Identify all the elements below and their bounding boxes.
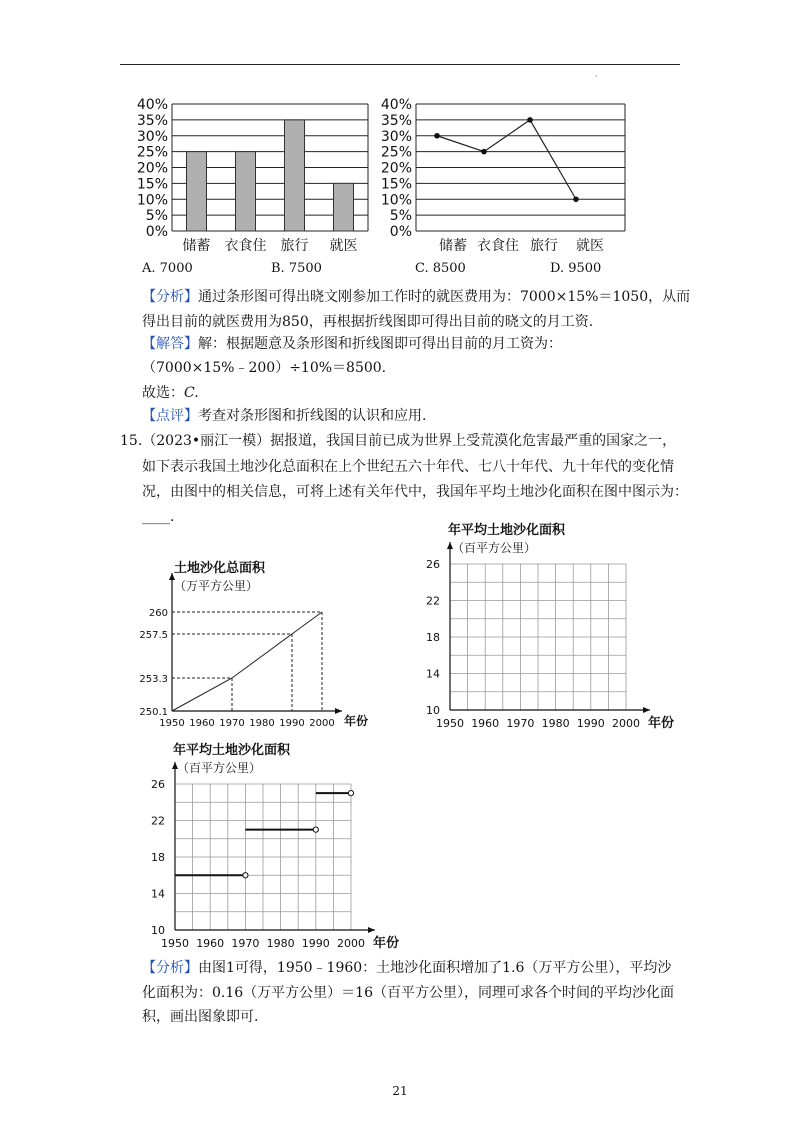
comment-tag: 【点评】 [142, 408, 198, 424]
q15-stem-4: ____. [142, 509, 175, 525]
option-c: C. 8500 [415, 261, 466, 276]
x-tick-label: 就医 [329, 238, 358, 254]
total-area-chart [130, 555, 370, 740]
q15-analysis-1: 由图1可得，1950﹣1960：土地沙化面积增加了1.6（万平方公里），平均沙 [198, 960, 672, 976]
bar [285, 120, 305, 231]
open-endpoint [243, 873, 248, 878]
x-tick-label: 衣食住 [224, 238, 267, 254]
answer-text-2: （7000×15%﹣200）÷10%＝8500. [142, 360, 387, 376]
y-tick-label: 35% [136, 112, 168, 129]
x-tick-label: 旅行 [280, 238, 309, 254]
y-tick-label: 18 [151, 851, 165, 864]
x-tick-label: 2000 [612, 717, 640, 730]
x-tick-label: 旅行 [530, 238, 558, 254]
y-tick-label: 26 [151, 778, 165, 791]
header-dot: · [595, 72, 598, 81]
y-tick-label: 40% [380, 97, 412, 113]
q15-stem-1: 15.（2023•丽江一模）据报道，我国目前已成为世界上受荒漠化危害最严重的国家之一， [120, 433, 677, 449]
x-tick-label: 2000 [309, 718, 335, 729]
q15-analysis-2: 化面积为：0.16（万平方公里）＝16（百平方公里），同理可求各个时间的平均沙化面 [142, 985, 674, 1001]
x-tick-label: 1950 [436, 717, 464, 730]
y-tick-label: 10% [380, 192, 412, 209]
y-tick-label: 25% [380, 144, 412, 161]
y-tick-label: 5% [145, 208, 168, 225]
x-tick-label: 衣食住 [477, 238, 519, 254]
y-tick-label: 5% [389, 208, 412, 225]
q14-comment [142, 403, 426, 429]
y-tick-label: 22 [426, 594, 440, 608]
analysis-tag: 【分析】 [142, 289, 198, 305]
y-tick-label: 0% [389, 224, 412, 240]
x-axis-arrow [335, 708, 342, 714]
analysis-text-1: 通过条形图可得出晓文刚参加工作时的就医费用为：7000×15%＝1050，从而 [198, 289, 691, 305]
line-chart [380, 96, 640, 256]
y-tick-label: 20% [380, 160, 412, 177]
q15-analysis [142, 955, 671, 981]
x-tick-label: 1990 [279, 718, 305, 729]
x-tick-label: 1980 [541, 717, 570, 730]
chart-title-2: （万平方公里） [174, 579, 259, 593]
y-tick-label: 250.1 [139, 707, 168, 718]
series-line [172, 612, 322, 711]
comment-text: 考查对条形图和折线图的认识和应用. [198, 408, 427, 424]
option-b: B. 7500 [271, 261, 322, 276]
y-tick-label: 10% [136, 192, 168, 209]
y-tick-label: 18 [426, 631, 440, 644]
x-tick-label: 1950 [159, 718, 185, 729]
x-tick-label: 储蓄 [182, 238, 211, 254]
analysis-text-2: 得出目前的就医费用为850，再根据折线图即可得出目前的晓文的月工资. [142, 314, 594, 330]
chart-title-2: （百平方公里） [177, 761, 262, 775]
x-axis-arrow [643, 707, 650, 713]
y-tick-label: 260 [148, 608, 168, 619]
q15-analysis-tag: 【分析】 [142, 960, 198, 976]
x-tick-label: 就医 [576, 238, 604, 254]
y-tick-label: 257.5 [139, 630, 168, 641]
bar [334, 183, 354, 231]
q14-answer [142, 331, 562, 357]
chart-title-2: （百平方公里） [452, 541, 537, 555]
header-rule [120, 64, 680, 65]
bar [187, 152, 207, 231]
y-tick-label: 20% [136, 160, 168, 177]
y-tick-label: 0% [145, 224, 168, 240]
x-tick-label: 1990 [576, 717, 605, 730]
x-tick-label: 1970 [231, 937, 260, 950]
q15-analysis-3: 积，画出图象即可. [142, 1009, 259, 1025]
y-tick-label: 15% [380, 176, 412, 193]
x-axis-label: 年份 [648, 716, 675, 731]
x-tick-label: 储蓄 [439, 238, 467, 254]
x-axis-label: 年份 [373, 936, 400, 950]
x-tick-label: 1980 [266, 937, 295, 950]
y-tick-label: 253.3 [139, 674, 168, 685]
empty-grid-chart [410, 520, 690, 740]
y-tick-label: 14 [151, 887, 165, 901]
q15-stem-3: 况，由图中的相关信息，可将上述有关年代中，我国年平均土地沙化面积在图中图示为： [142, 484, 688, 500]
series-line [437, 120, 576, 199]
x-tick-label: 1970 [506, 717, 535, 730]
chart-title-1: 年平均土地沙化面积 [448, 523, 566, 538]
y-tick-label: 10 [426, 704, 440, 717]
option-a: A. 7000 [142, 261, 193, 276]
data-point [527, 117, 533, 123]
answer-step-chart [135, 740, 415, 950]
bar-chart [128, 96, 378, 256]
x-tick-label: 1960 [471, 717, 500, 730]
x-tick-label: 2000 [337, 937, 365, 950]
chart-title-1: 土地沙化总面积 [174, 561, 266, 576]
open-endpoint [313, 827, 318, 832]
choose-letter: C. [184, 385, 199, 401]
x-tick-label: 1980 [249, 718, 275, 729]
chart-title-1: 年平均土地沙化面积 [173, 743, 291, 758]
bar [236, 152, 256, 231]
y-tick-label: 30% [380, 128, 412, 145]
x-tick-label: 1990 [301, 937, 330, 950]
y-tick-label: 26 [426, 558, 440, 571]
data-point [573, 196, 579, 202]
q15-stem-2: 如下表示我国土地沙化总面积在上个世纪五六十年代、七八十年代、九十年代的变化情 [142, 459, 674, 475]
data-point [481, 149, 487, 155]
x-tick-label: 1950 [161, 937, 189, 950]
x-tick-label: 1960 [196, 937, 225, 950]
x-axis-arrow [368, 927, 375, 933]
y-tick-label: 10 [151, 924, 165, 937]
q14-analysis [142, 284, 690, 310]
y-tick-label: 25% [136, 144, 168, 161]
open-endpoint [348, 791, 353, 796]
y-tick-label: 40% [136, 97, 168, 113]
answer-text-1: 解：根据题意及条形图和折线图即可得出目前的月工资为： [198, 336, 562, 352]
x-tick-label: 1970 [219, 718, 245, 729]
x-axis-label: 年份 [344, 714, 369, 728]
y-tick-label: 30% [136, 128, 168, 145]
page-number: 21 [392, 1084, 408, 1098]
option-d: D. 9500 [550, 261, 602, 276]
y-tick-label: 22 [151, 814, 165, 828]
y-tick-label: 35% [380, 112, 412, 129]
choose-prefix: 故选： [142, 385, 184, 401]
x-tick-label: 1960 [189, 718, 215, 729]
answer-tag: 【解答】 [142, 336, 198, 352]
data-point [434, 133, 440, 139]
y-tick-label: 15% [136, 176, 168, 193]
y-tick-label: 14 [426, 667, 440, 681]
